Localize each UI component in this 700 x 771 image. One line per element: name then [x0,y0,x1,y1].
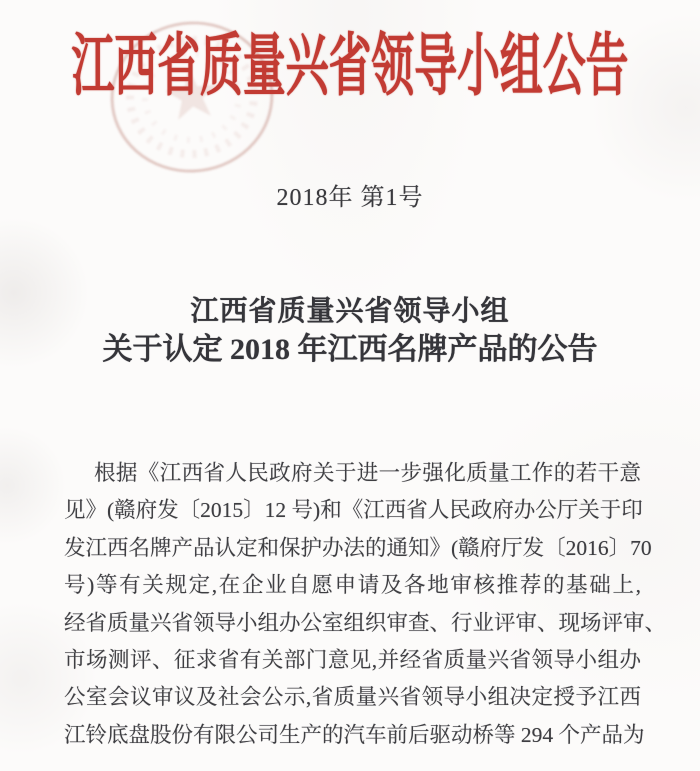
body-paragraph [64,455,667,754]
issue-number: 2018年 第1号 [276,185,424,211]
notice-heading [0,293,700,369]
body-line: 号)等有关规定,在企业自愿申请及各地审核推荐的基础上, [64,573,641,598]
masthead [0,26,700,110]
body-line: 根据《江西省人民政府关于进一步强化质量工作的若干意 [94,461,641,485]
body-line: 发江西名牌产品认定和保护办法的通知》(赣府厅发〔2016〕70 [64,535,652,560]
notice-heading-line1: 江西省质量兴省领导小组 [190,296,510,327]
body-line: 经省质量兴省领导小组办公室组织审查、行业评审、现场评审、 [64,610,667,635]
body-line: 市场测评、征求省有关部门意见,并经省质量兴省领导小组办 [64,647,641,672]
body-line: 江铃底盘股份有限公司生产的汽车前后驱动桥等 294 个产品为 [64,722,645,747]
document-title: 江西省质量兴省领导小组公告 [71,28,629,104]
body-line: 见》(赣府发〔2015〕12 号)和《江西省人民政府办公厅关于印 [64,498,643,523]
body-line: 公室会议审议及社会公示,省质量兴省领导小组决定授予江西 [64,685,641,710]
notice-heading-line2: 关于认定 2018 年江西名牌产品的公告 [102,333,598,366]
